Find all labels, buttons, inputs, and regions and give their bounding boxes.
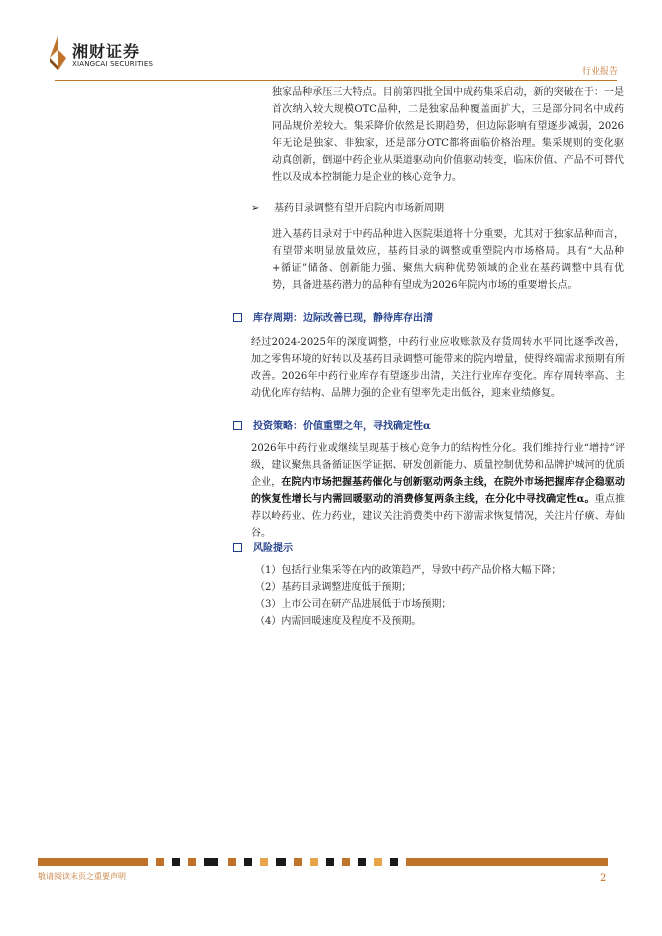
section-title-risk: 风险提示 [253,543,293,554]
paragraph-inventory: 经过2024-2025年的深度调整，中药行业应收账款及存货周转水平同比逐季改善，加之零售环境的好转以及基药目录调整可能带来的院内增量，使得终端需求预期有所改善。2026年中药行业库存有望逐步出清，关注行业库存变化。库存周转率高、主动优化库存结构、品牌力强的企业有望率先走出低谷，迎来业绩修复。 [251,337,625,399]
page-number: 2 [600,873,607,884]
risk-item: （3）上市公司在研产品进展低于市场预期； [255,599,452,610]
footer-decorative-bar [38,858,608,866]
paragraph-essential-drugs: 进入基药目录对于中药品种进入医院渠道将十分重要，尤其对于独家品种而言，有望带来明显放量效应，基药目录的调整或重塑院内市场格局。具有“大品种+循证”储备、创新能力强、聚焦大病种优势领域的企业在基药调整中具有优势，具备进基药潜力的品种有望成为2026年院内市场的重要增长点。 [272,229,624,291]
strategy-text-recommend: 重点推荐以岭药业、佐力药业，建议关注消费类中药下游需求恢复情况，关注片仔癀、寿仙谷。 [251,494,626,539]
bullet-subheading-text: 基药目录调整有望开启院内市场新周期 [274,203,444,214]
strategy-text-intro: 2026年中药行业或继续呈现基于核心竞争力的结构性分化。我们维持行业“增持”评级，建议聚焦具备循证医学证据、研发创新能力、质量控制优势和品牌护城河的优质企业， [251,443,625,488]
logo-name-cn: 湘财证券 [72,42,141,61]
header-divider [55,80,617,81]
logo-mark-icon [48,36,68,70]
logo-name-en: XIANGCAI SECURITIES [72,60,154,68]
company-logo [48,36,178,76]
paragraph-collective-procurement: 独家品种承压三大特点。目前第四批全国中成药集采启动，新的突破在于：一是首次纳入较大规模OTC品种，二是独家品种覆盖面扩大，三是部分同名中成药同品规价差较大。集采降价依然是长期趋势，但边际影响有望逐步减弱，2026年无论是独家、非独家，还是部分OTC都将面临价格治理。集采规则的变化驱动真创新，倒逼中药企业从渠道驱动向价值驱动转变，临床价值、产品不可替代性以及成本控制能力是企业的核心竞争力。 [272,87,624,183]
section-title-inventory: 库存周期：边际改善已现，静待库存出清 [253,313,433,324]
strategy-text-highlight: 在院内市场把握基药催化与创新驱动两条主线，在院外市场把握库存企稳驱动的恢复性增长与内需回暖驱动的消费修复两条主线，在分化中寻找确定性α。 [251,477,626,505]
risk-item: （1）包括行业集采等在内的政策趋严，导致中药产品价格大幅下降； [255,565,562,576]
footer-disclaimer-note: 敬请阅读末页之重要声明 [38,872,126,881]
checkbox-square-icon [233,421,242,430]
checkbox-square-icon [233,313,242,322]
risk-item: （4）内需回暖速度及程度不及预期。 [255,616,422,627]
paragraph-strategy [251,440,625,542]
report-type-label: 行业报告 [581,67,618,77]
arrow-bullet-icon: ➢ [251,203,260,214]
section-title-strategy: 投资策略：价值重塑之年，寻找确定性α [253,421,431,432]
risk-item: （2）基药目录调整进度低于预期； [255,582,412,593]
checkbox-square-icon [233,543,242,552]
risk-list [255,562,561,630]
